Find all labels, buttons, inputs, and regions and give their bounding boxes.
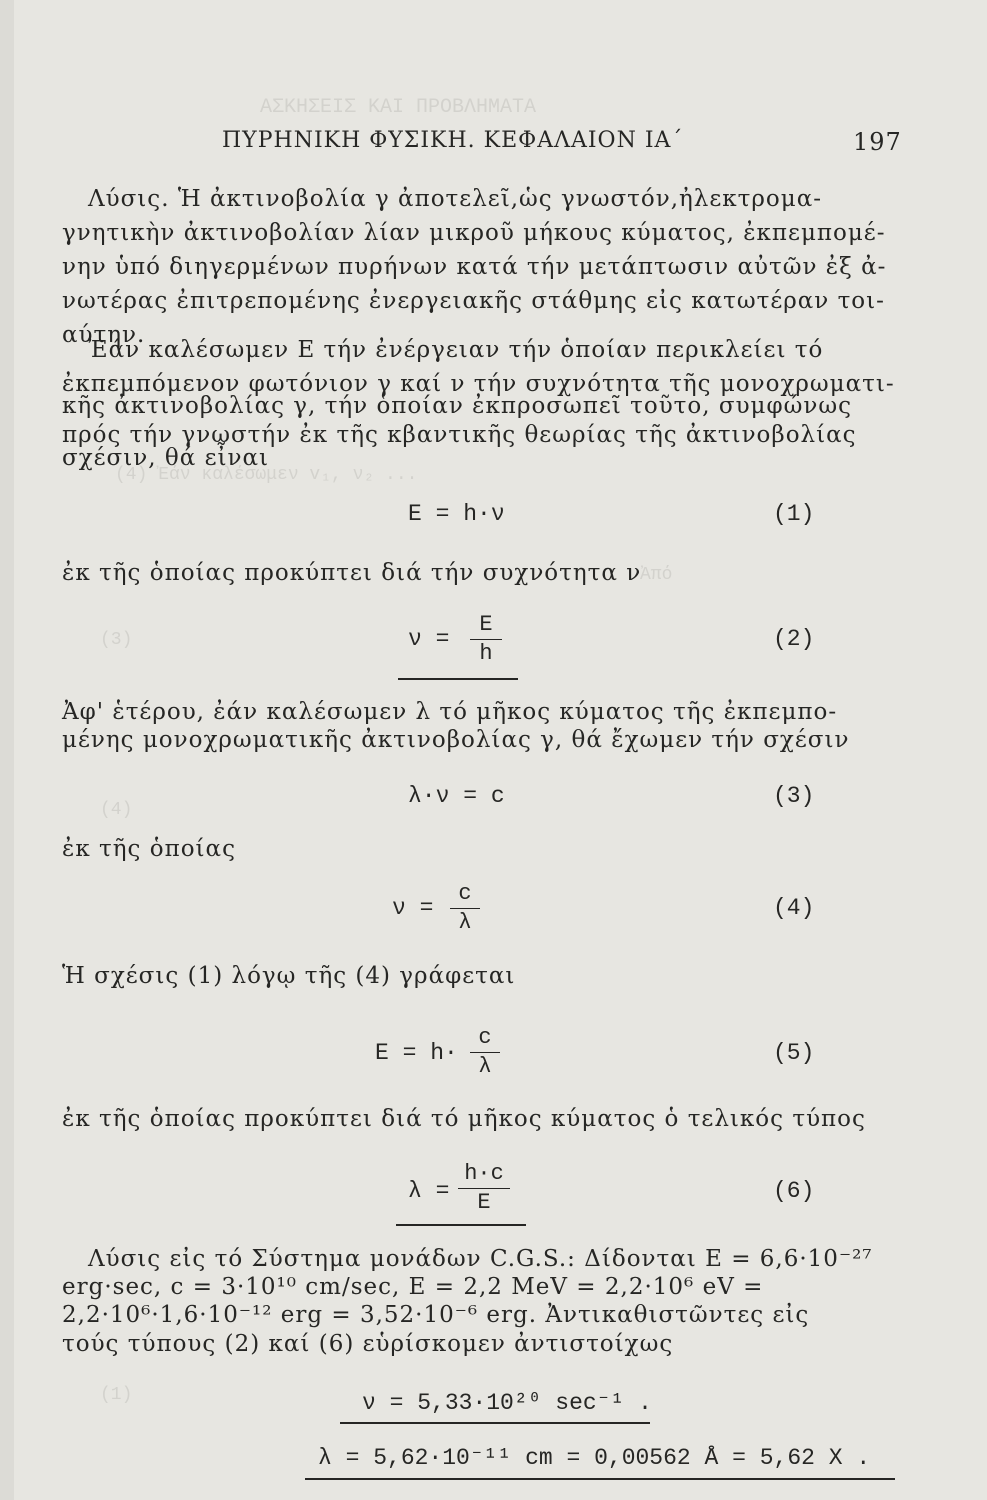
text-line: πρός τήν γνωστήν ἐκ τῆς κβαντικῆς θεωρίας τῆς ἀκτινοβολίας: [62, 422, 857, 448]
fraction-numerator: c: [478, 1025, 492, 1050]
text-line: μένης μονοχρωματικῆς ἀκτινοβολίας γ, θά ἔχωμεν τήν σχέσιν: [62, 727, 850, 753]
text-line: erg·sec, c = 3·10¹⁰ cm/sec, E = 2,2 MeV = 2,2·10⁶ eV =: [62, 1274, 764, 1300]
fraction-numerator: c: [458, 881, 472, 906]
text-line: Λύσις. Ἡ ἀκτινοβολία γ ἀποτελεῖ,ὡς γνωστόν,ἠλεκτρομα-: [88, 186, 823, 212]
text-line: κῆς ἀκτινοβολίας γ, τήν ὁποίαν ἐκπροσωπεῖ τοῦτο, συμφώνως: [62, 393, 852, 419]
fraction-bar: [450, 908, 480, 909]
text-line: τούς τύπους (2) καί (6) εὑρίσκομεν ἀντιστοίχως: [62, 1331, 674, 1357]
text-line: ἐκπεμπόμενον φωτόνιον γ καί ν τήν συχνότητα τῆς μονοχρωματι-: [62, 371, 895, 397]
equation-4-fraction: [450, 883, 480, 934]
equation-3: λ·ν = c: [408, 783, 505, 809]
equation-4-lhs: ν =: [392, 895, 434, 921]
fraction-numerator: h·c: [464, 1161, 504, 1186]
separator-rule: [396, 1224, 526, 1226]
text-line: ἐκ τῆς ὁποίας προκύπτει διά τό μῆκος κύματος ὁ τελικός τύπος: [62, 1106, 866, 1132]
text-line: Ἐάν καλέσωμεν E τήν ἐνέργειαν τήν ὁποίαν περικλείει τό: [88, 337, 824, 363]
text-line: νωτέρας ἐπιτρεπομένης ἐνεργειακῆς στάθμης εἰς κατωτέραν τοι-: [62, 288, 885, 314]
fraction-numerator: E: [479, 612, 493, 637]
fraction-denominator: λ: [478, 1054, 492, 1079]
result-underline: [340, 1422, 650, 1424]
equation-number: (2): [773, 626, 815, 652]
equation-5-lhs: E = h·: [375, 1040, 458, 1066]
equation-number: (5): [773, 1040, 815, 1066]
text-line: αύτην.: [62, 322, 146, 348]
text-line: Ἀφ' ἑτέρου, ἐάν καλέσωμεν λ τό μῆκος κύματος τῆς ἐκπεμπο-: [62, 699, 838, 725]
equation-2-lhs: ν =: [408, 626, 450, 652]
bleed-through-text: (3): [100, 630, 133, 650]
text-line: ἐκ τῆς ὁποίας: [62, 836, 236, 862]
equation-6-fraction: [458, 1163, 510, 1214]
text-line: 2,2·10⁶·1,6·10⁻¹² erg = 3,52·10⁻⁶ erg. Ἀντικαθιστῶντες εἰς: [62, 1302, 810, 1328]
text-line: σχέσιν, θά εἶναι: [62, 445, 270, 471]
equation-number: (4): [773, 895, 815, 921]
bleed-through-text: (4): [100, 800, 133, 820]
separator-rule: [398, 678, 518, 680]
equation-5-fraction: [470, 1027, 500, 1078]
text-line: Ἡ σχέσις (1) λόγῳ τῆς (4) γράφεται: [62, 963, 516, 989]
result-wavelength: λ = 5,62·10⁻¹¹ cm = 0,00562 Å = 5,62 X .: [318, 1445, 871, 1471]
fraction-denominator: h: [479, 641, 493, 666]
equation-number: (6): [773, 1178, 815, 1204]
page-edge-shadow: [0, 0, 14, 1500]
fraction-denominator: λ: [458, 910, 472, 935]
text-line: Λύσις εἰς τό Σύστημα μονάδων C.G.S.: Δίδονται E = 6,6·10⁻²⁷: [88, 1246, 873, 1272]
page-number: 197: [853, 128, 902, 156]
fraction-bar: [458, 1188, 510, 1189]
equation-number: (1): [773, 501, 815, 527]
text-line: γνητικὴν ἀκτινοβολίαν λίαν μικροῦ μήκους κύματος, ἐκπεμπομέ-: [62, 220, 886, 246]
bleed-through-text: ΑΣΚΗΣΕΙΣ ΚΑΙ ΠΡΟΒΛΗΜΑΤΑ: [260, 96, 537, 119]
result-frequency: ν = 5,33·10²⁰ sec⁻¹ .: [362, 1390, 652, 1416]
result-underline: [305, 1478, 895, 1480]
bleed-through-text: Ἀπό: [640, 565, 673, 585]
bleed-through-text: (4) Ἐάν καλέσωμεν v₁, ν₂ ...: [115, 465, 418, 485]
equation-2-fraction: [470, 614, 502, 665]
running-title: ΠΥΡΗΝΙΚΗ ΦΥΣΙΚΗ. ΚΕΦΑΛΑΙΟΝ ΙΑ΄: [222, 128, 684, 153]
text-line: νην ὑπό διηγερμένων πυρήνων κατά τήν μετάπτωσιν αὐτῶν ἐξ ἀ-: [62, 254, 887, 280]
fraction-bar: [470, 639, 502, 640]
equation-1: E = h·ν: [408, 501, 505, 527]
equation-number: (3): [773, 783, 815, 809]
fraction-bar: [470, 1052, 500, 1053]
fraction-denominator: E: [477, 1190, 491, 1215]
text-line: ἐκ τῆς ὁποίας προκύπτει διά τήν συχνότητα ν: [62, 560, 642, 586]
equation-6-lhs: λ =: [408, 1178, 450, 1204]
bleed-through-text: (1): [100, 1385, 133, 1405]
